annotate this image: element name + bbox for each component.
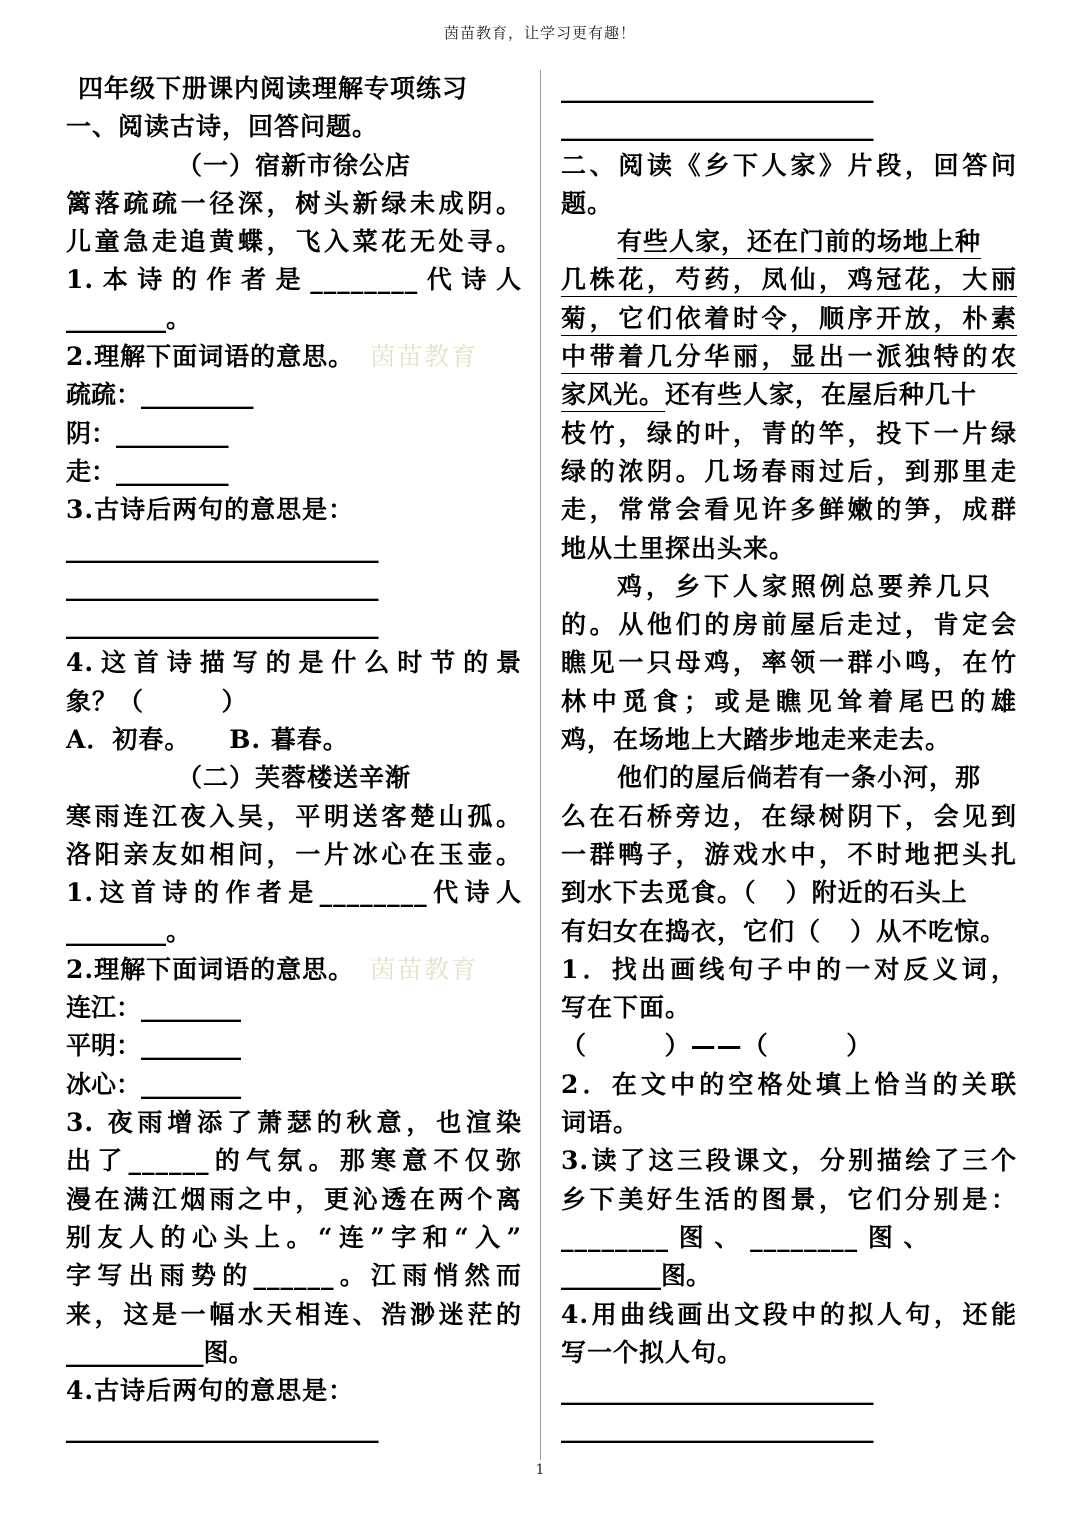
column-divider [540, 70, 541, 1460]
question-text: 漫在满江烟雨之中，更沁透在两个离 [66, 1184, 522, 1214]
answer-line: _________________________ [561, 74, 874, 103]
poem-2-title: （二）芙蓉楼送辛渐 [176, 763, 411, 793]
choice-options: A．初春。 B. 暮春。 [66, 725, 349, 755]
question-text: 别友人的心头上。“连”字和“入” [66, 1222, 522, 1252]
answer-line: _________________________ [66, 610, 379, 640]
passage-line: 有妇女在捣衣，它们（ ）从不吃惊。 [561, 916, 1007, 946]
answer-line: _________________________ [561, 1376, 874, 1406]
answer-blank: 疏疏：_________ [66, 380, 254, 410]
question-text: 1.这首诗的作者是________代诗人 [66, 878, 522, 908]
poem-1-line-2: 儿童急走追黄蝶，飞入菜花无处寻。 [66, 227, 522, 257]
passage-line: 鸡，乡下人家照例总要养几只 [617, 571, 995, 601]
passage-line: 鸡，在场地上大踏步地走来走去。 [561, 725, 952, 755]
question-text: 象？（ ） [66, 686, 248, 716]
section-heading-passage: 二、阅读《乡下人家》片段，回答问 [561, 150, 1017, 180]
passage-line: 他们的屋后倘若有一条小河，那 [617, 763, 982, 793]
passage-line: 绿的浓阴。几场春雨过后，到那里走 [561, 456, 1017, 486]
worksheet-title: 四年级下册课内阅读理解专项练习 [78, 74, 469, 103]
question-text: 字写出雨势的______。江雨悄然而 [66, 1261, 522, 1291]
page-header: 茵苗教育，让学习更有趣！ [443, 24, 636, 42]
passage-line: 林中觅食；或是瞧见耸着尾巴的雄 [561, 686, 1017, 716]
answer-blank: 走：_________ [66, 456, 229, 486]
watermark: 茵苗教育 [370, 954, 479, 984]
answer-blank: 阴：_________ [66, 418, 229, 448]
passage-line: 瞧见一只母鸡，率领一群小鸣，在竹 [561, 648, 1017, 678]
answer-line: _________________________ [561, 112, 874, 142]
section-heading-passage-cont: 题。 [561, 188, 614, 218]
passage-line: 地从土里探出头来。 [561, 533, 796, 563]
poem-1-line-1: 篱落疏疏一径深，树头新绿未成阴。 [66, 188, 522, 218]
passage-line: 有些人家，还在门前的场地上种 [561, 223, 1017, 261]
question-text: 出了______的气氛。那寒意不仅弥 [66, 1146, 522, 1176]
question-text: 2．在文中的空格处填上恰当的关联 [561, 1069, 1017, 1099]
passage-line: 的。从他们的房前屋后走过，肯定会 [561, 610, 1017, 640]
answer-blank: ________。 [66, 916, 192, 946]
question-text: 2.理解下面词语的意思。 茵苗教育 [66, 342, 479, 372]
question-text: 词语。 [561, 1108, 640, 1138]
watermark: 茵苗教育 [370, 342, 479, 372]
question-text: 1.本诗的作者是________代诗人 [66, 265, 522, 295]
question-text: 2.理解下面词语的意思。 茵苗教育 [66, 954, 479, 984]
passage-line: 菊，它们依着时令，顺序开放，朴素 [561, 300, 1017, 338]
question-text: 4.这首诗描写的是什么时节的景 [66, 648, 522, 678]
answer-blank: ________图。 [561, 1261, 712, 1291]
passage-line: 么在石桥旁边，在绿树阴下，会见到 [561, 801, 1017, 831]
right-column [561, 70, 1017, 1449]
question-text: 3.读了这三段课文，分别描绘了三个 [561, 1146, 1017, 1176]
answer-blank: 冰心：________ [66, 1069, 242, 1099]
answer-blank: ________。 [66, 303, 192, 333]
question-text: 4.古诗后两句的意思是： [66, 1376, 355, 1406]
page-number: 1 [535, 1462, 545, 1478]
question-text: 4.用曲线画出文段中的拟人句，还能 [561, 1299, 1017, 1329]
poem-2-line-1: 寒雨连江夜入吴，平明送客楚山孤。 [66, 801, 522, 831]
passage-line: 中带着几分华丽，显出一派独特的农 [561, 338, 1017, 376]
passage-line: 到水下去觅食。（ ）附近的石头上 [561, 878, 968, 908]
answer-line: _________________________ [66, 533, 379, 563]
question-text: 写在下面。 [561, 993, 692, 1023]
passage-line: 枝竹，绿的叶，青的竿，投下一片绿 [561, 418, 1017, 448]
passage-line: 几株花，芍药，凤仙，鸡冠花，大丽 [561, 261, 1017, 299]
left-column [66, 70, 522, 1449]
question-text: 1．找出画线句子中的一对反义词， [561, 954, 1017, 984]
section-heading-poems: 一、阅读古诗，回答问题。 [66, 112, 379, 142]
passage-line: 一群鸭子，游戏水中，不时地把头扎 [561, 839, 1017, 869]
question-text: 写一个拟人句。 [561, 1337, 744, 1367]
question-text: 3.古诗后两句的意思是： [66, 495, 355, 525]
answer-line: _________________________ [66, 571, 379, 601]
poem-1-title: （一）宿新市徐公店 [176, 150, 411, 180]
question-text: 3. 夜雨增添了萧瑟的秋意，也渲染 [66, 1108, 522, 1138]
question-text: 乡下美好生活的图景，它们分别是： [561, 1184, 1017, 1214]
answer-blank: ___________图。 [66, 1337, 254, 1367]
answer-line: _________________________ [561, 1414, 874, 1444]
antonym-answer-slots: （ ）——（ ） [561, 1031, 873, 1061]
answer-blank: 平明：________ [66, 1031, 242, 1061]
answer-line: _________________________ [66, 1414, 379, 1444]
passage-line: 家风光。还有些人家，在屋后种几十 [561, 376, 1017, 414]
question-text: 来，这是一幅水天相连、浩渺迷茫的 [66, 1299, 522, 1329]
poem-2-line-2: 洛阳亲友如相问，一片冰心在玉壶。 [66, 839, 522, 869]
answer-blank: ________ 图 、 ________ 图 、 [561, 1222, 930, 1252]
passage-line: 走，常常会看见许多鲜嫩的笋，成群 [561, 495, 1017, 525]
answer-blank: 连江：________ [66, 993, 242, 1023]
